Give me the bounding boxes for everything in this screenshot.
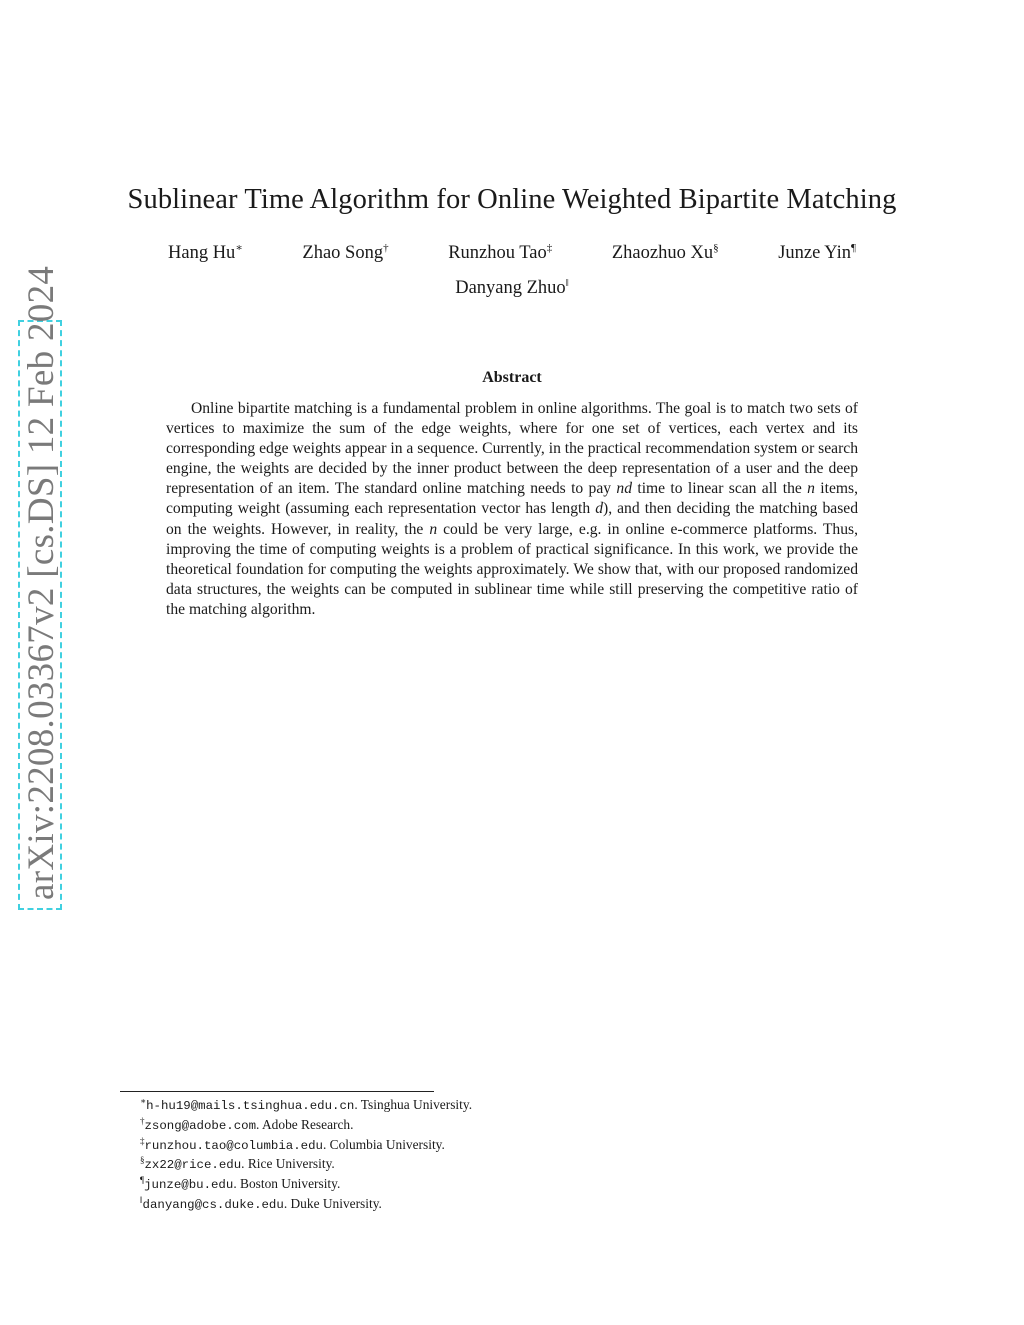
author-name: Hang Hu∗ xyxy=(168,242,243,263)
email-link[interactable]: zx22@rice.edu xyxy=(144,1158,242,1173)
author-name: Zhaozhuo Xu§ xyxy=(611,242,719,263)
footnote: §zx22@rice.edu. Rice University. xyxy=(140,1155,335,1173)
email-link[interactable]: danyang@cs.duke.edu xyxy=(142,1197,284,1212)
author-list-second-line xyxy=(0,278,1024,299)
email-link[interactable]: h-hu19@mails.tsinghua.edu.cn xyxy=(146,1099,355,1113)
author-name: Zhao Song† xyxy=(302,242,389,263)
author-name: Runzhou Tao‡ xyxy=(448,242,553,263)
footnote: ‡runzhou.tao@columbia.edu. Columbia University. xyxy=(140,1135,445,1153)
email-link[interactable]: zsong@adobe.com xyxy=(144,1118,257,1133)
footnote: ¶junze@bu.edu. Boston University. xyxy=(140,1175,341,1193)
footnote-divider xyxy=(120,1091,434,1092)
email-link[interactable]: junze@bu.edu xyxy=(144,1178,234,1193)
footnote: †zsong@adobe.com. Adobe Research. xyxy=(140,1115,354,1133)
footnote: ∗h-hu19@mails.tsinghua.edu.cn. Tsinghua University. xyxy=(140,1096,473,1113)
author-name: Danyang Zhuo‖ xyxy=(455,277,569,298)
footnote: ‖danyang@cs.duke.edu. Duke University. xyxy=(140,1194,382,1212)
paper-title: Sublinear Time Algorithm for Online Weighted Bipartite Matching xyxy=(127,184,897,215)
email-link[interactable]: runzhou.tao@columbia.edu xyxy=(144,1138,323,1153)
footnote-list xyxy=(140,1096,740,1215)
abstract-text: Online bipartite matching is a fundamental problem in online algorithms. The goal is to match two sets of vertices to maximize the sum of the edge weights, where for one set of vertices, each vertex and its corresponding edge weights appear in a sequence. Currently, in the practical recommendation system or search engine, the weights are decided by the inner product between the deep representation of a user and the deep representation of an item. The standard online matching needs to pay nd time to linear scan all the n items, computing weight (assuming each representation vector has length d), and then deciding the matching based on the weights. However, in reality, the n could be very large, e.g. in online e-commerce platforms. Thus, improving the time of computing weights is a problem of practical significance. In this work, we provide the theoretical foundation for computing the weights approximately. We show that, with our proposed randomized data structures, the weights can be computed in sublinear time while still preserving the competitive ratio of the matching algorithm. xyxy=(166,400,858,618)
author-list xyxy=(150,243,874,264)
arxiv-identifier[interactable]: arXiv:2208.03367v2 [cs.DS] 12 Feb 2024 xyxy=(21,265,62,900)
author-name: Junze Yin¶ xyxy=(778,242,856,263)
abstract-heading: Abstract xyxy=(482,369,542,386)
